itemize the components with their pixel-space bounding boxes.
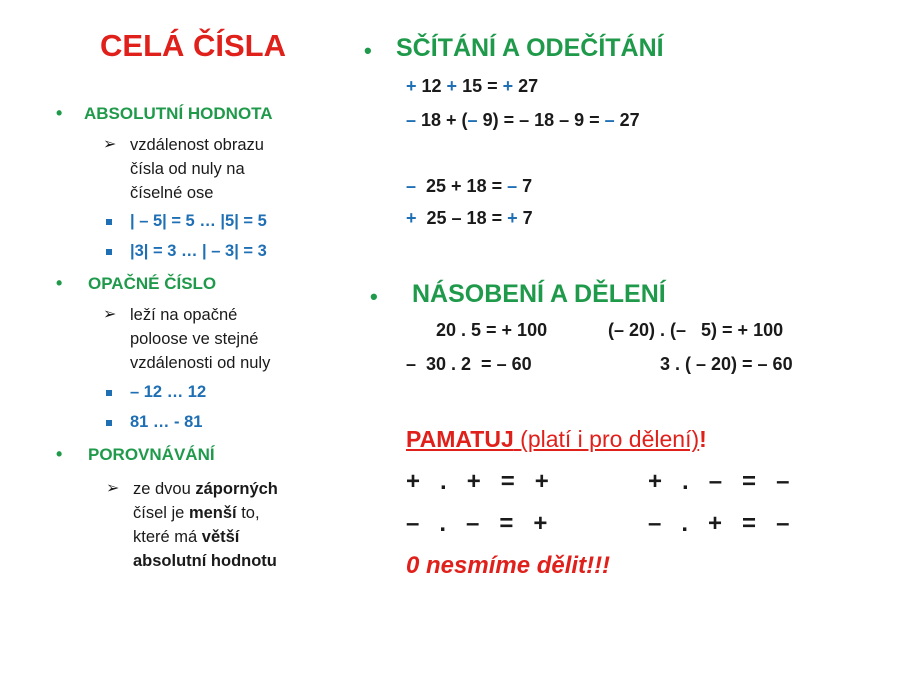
bullet-dot: • <box>56 273 63 293</box>
heading-opposite-number: OPAČNÉ ČÍSLO <box>88 274 217 293</box>
square-bullet-icon <box>106 219 112 225</box>
equation-line: (– 20) . (– 5) = + 100 <box>608 320 784 340</box>
sign-rule: + . – = – <box>648 468 790 495</box>
heading-multiplication-division: NÁSOBENÍ A DĚLENÍ <box>412 280 666 308</box>
definition-line: vzdálenosti od nuly <box>130 354 271 372</box>
equation-line: 3 . ( – 20) = – 60 <box>660 354 793 374</box>
bullet-dot: • <box>56 103 63 123</box>
definition-line: čísla od nuly na <box>130 160 245 178</box>
equation-line: + 12 + 15 = + 27 <box>406 76 539 96</box>
definition-line: poloose ve stejné <box>130 330 259 348</box>
bullet-dot: • <box>370 284 378 309</box>
remember-note: PAMATUJ (platí i pro dělení)! <box>406 426 707 452</box>
square-bullet-icon <box>106 249 112 255</box>
example-line: | – 5| = 5 … |5| = 5 <box>130 212 267 230</box>
page-title: CELÁ ČÍSLA <box>100 28 286 63</box>
equation-line: – 30 . 2 = – 60 <box>406 354 532 374</box>
heading-absolute-value: ABSOLUTNÍ HODNOTA <box>84 104 273 123</box>
sign-rule: – . + = – <box>648 510 790 537</box>
rule-line: ze dvou záporných <box>133 480 278 498</box>
bullet-dot: • <box>56 444 63 464</box>
sign-rule: + . + = + <box>406 468 549 495</box>
equation-line: + 25 – 18 = + 7 <box>406 208 533 228</box>
example-line: – 12 … 12 <box>130 383 207 401</box>
example-line: |3| = 3 … | – 3| = 3 <box>130 242 267 260</box>
bullet-dot: • <box>364 38 372 63</box>
rule-line: které má větší <box>133 528 240 546</box>
heading-addition-subtraction: SČÍTÁNÍ A ODEČÍTÁNÍ <box>396 34 664 62</box>
square-bullet-icon <box>106 420 112 426</box>
definition-line: číselné ose <box>130 184 214 202</box>
arrow-bullet-icon: ➢ <box>103 136 117 153</box>
rule-line: absolutní hodnotu <box>133 552 277 570</box>
definition-line: vzdálenost obrazu <box>130 136 264 154</box>
arrow-bullet-icon: ➢ <box>103 306 117 323</box>
equation-line: 20 . 5 = + 100 <box>436 320 548 340</box>
definition-line: leží na opačné <box>130 306 238 324</box>
division-warning: 0 nesmíme dělit!!! <box>406 552 611 579</box>
sign-rule: – . – = + <box>406 510 548 537</box>
square-bullet-icon <box>106 390 112 396</box>
example-line: 81 … - 81 <box>130 413 203 431</box>
arrow-bullet-icon: ➢ <box>106 480 120 497</box>
equation-line: – 25 + 18 = – 7 <box>406 176 533 196</box>
heading-comparison: POROVNÁVÁNÍ <box>88 445 215 464</box>
equation-line: – 18 + (– 9) = – 18 – 9 = – 27 <box>406 110 640 130</box>
rule-line: čísel je menší to, <box>133 504 260 522</box>
